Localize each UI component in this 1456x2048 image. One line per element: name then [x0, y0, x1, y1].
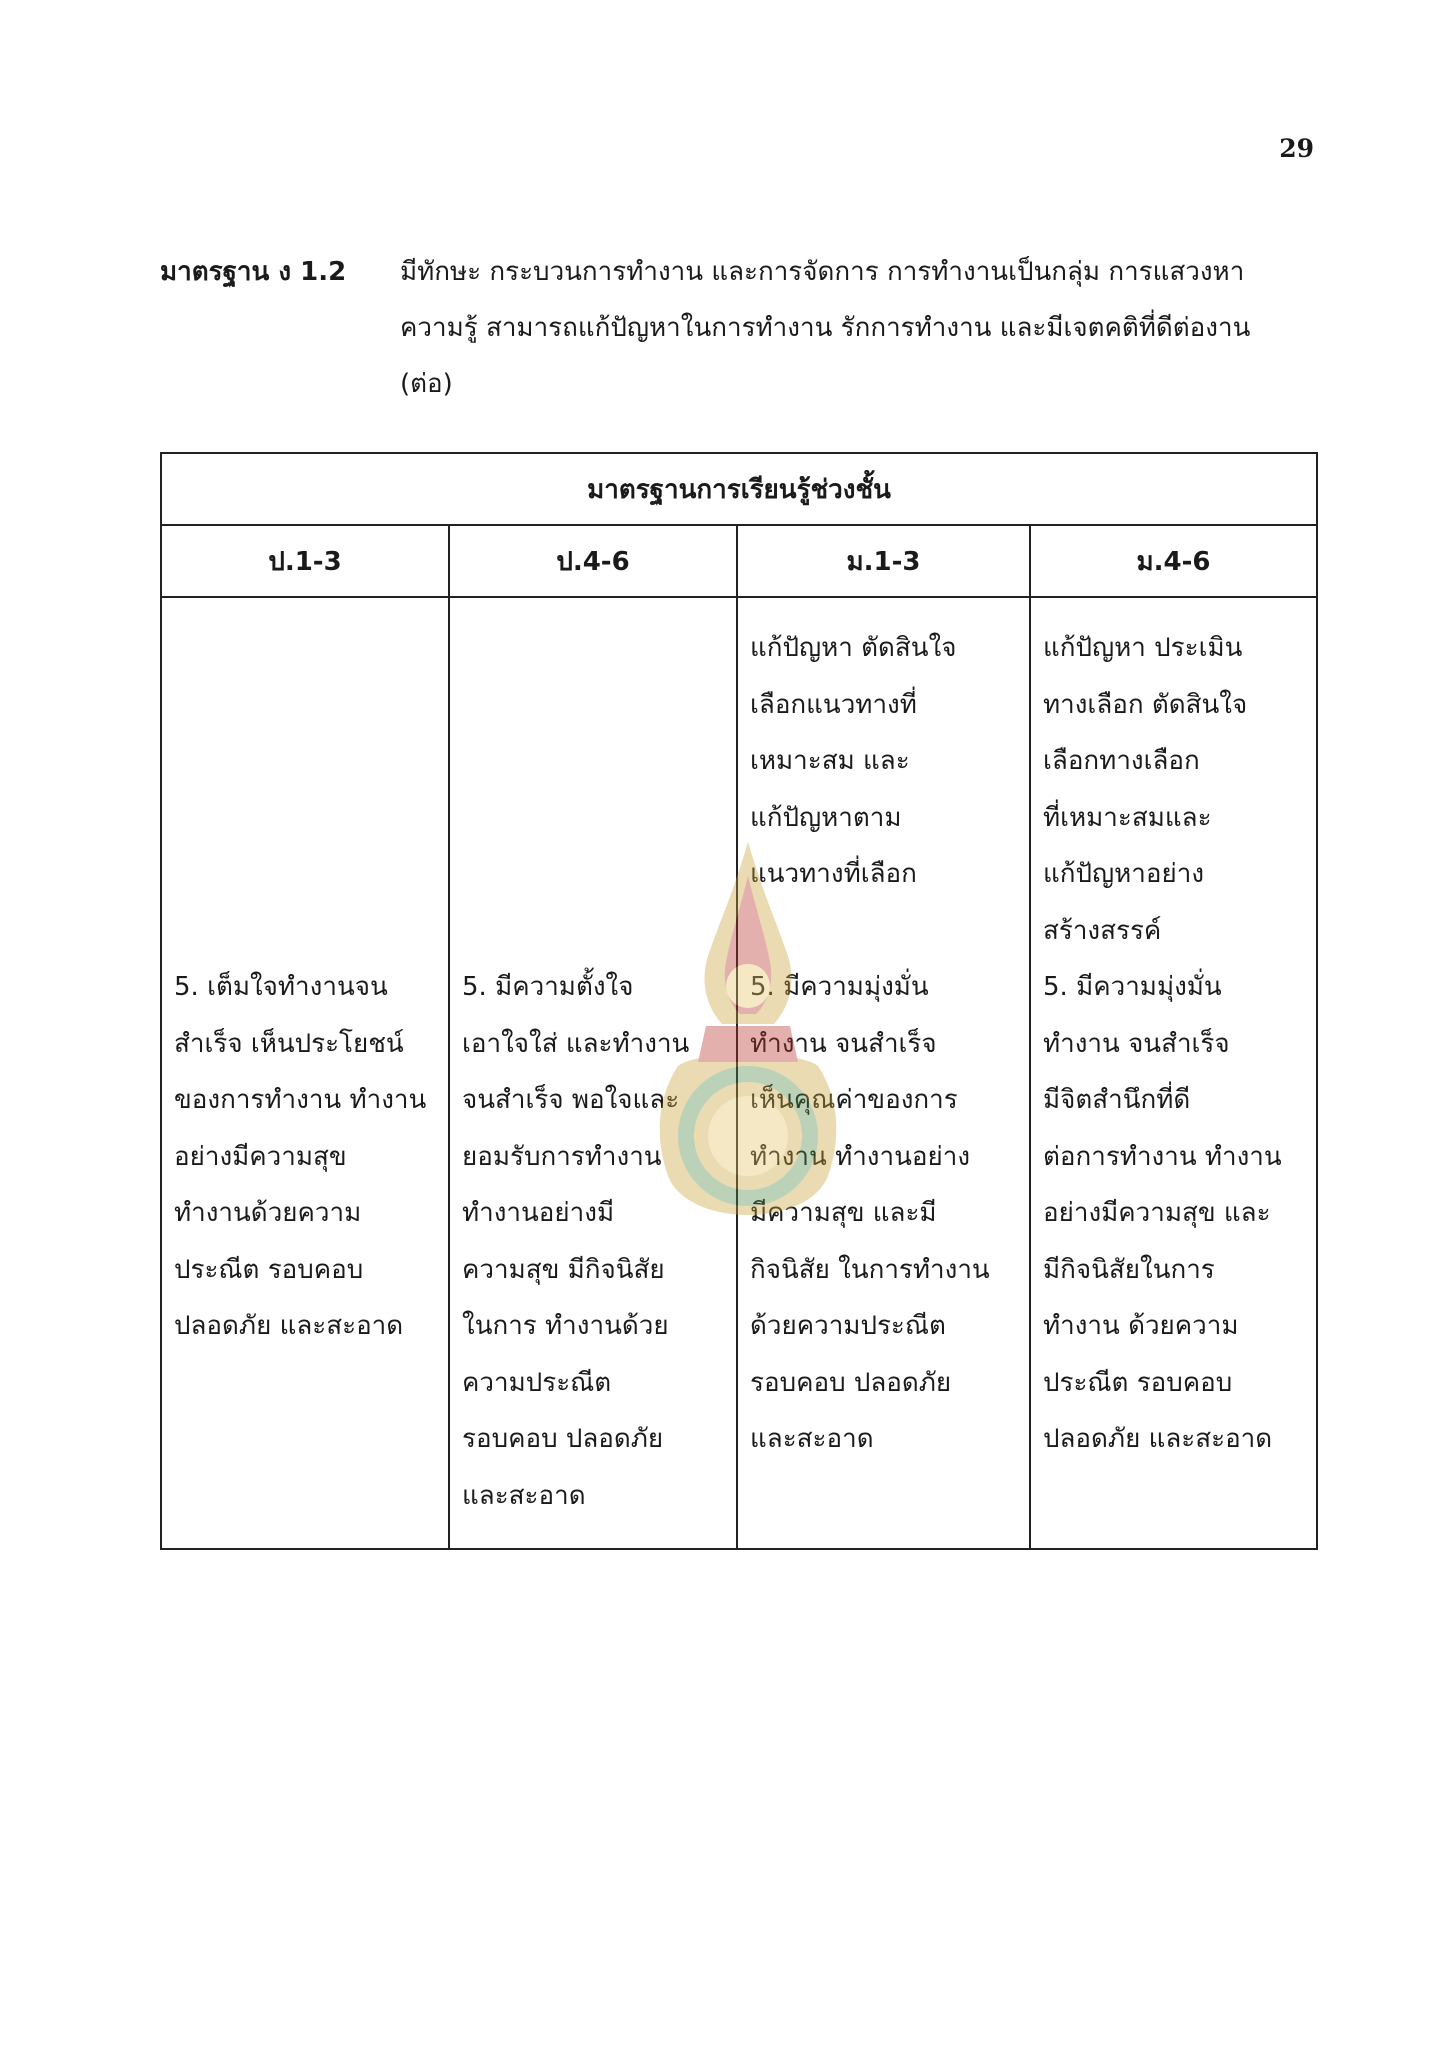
- standard-text-line3: (ต่อ): [400, 369, 453, 399]
- cell-line: เลือกแนวทางที่: [750, 689, 917, 720]
- cell-line: เอาใจใส่ และทำงาน: [462, 1028, 690, 1059]
- cell-line: มีกิจนิสัยในการ: [1043, 1254, 1215, 1285]
- table-title: มาตรฐานการเรียนรู้ช่วงชั้น: [161, 453, 1317, 525]
- cell-line: แก้ปัญหา ตัดสินใจ: [750, 633, 957, 663]
- cell-line: ทำงาน ด้วยความ: [1043, 1311, 1239, 1341]
- standard-heading: [160, 244, 1320, 412]
- cell-line: รอบคอบ ปลอดภัย: [750, 1367, 952, 1398]
- cell-line: ทำงาน จนสำเร็จ: [750, 1028, 937, 1059]
- page-number: 29: [1279, 134, 1314, 163]
- cell-line: ปลอดภัย และสะอาด: [1043, 1424, 1273, 1454]
- cell-line: ที่เหมาะสมและ: [1043, 802, 1212, 833]
- cell-line: ในการ ทำงานด้วย: [462, 1311, 669, 1341]
- column-header-m1-3: ม.1-3: [737, 525, 1030, 597]
- cell-line: 5. เต็มใจทำงานจน: [174, 972, 388, 1002]
- cell-line: 5. มีความมุ่งมั่น: [750, 972, 929, 1002]
- cell-line: ยอมรับการทำงาน: [462, 1141, 662, 1172]
- cell-line: แก้ปัญหา ประเมิน: [1043, 633, 1243, 663]
- cell-m4-6: [1030, 597, 1317, 1549]
- cell-line: ทำงาน ทำงานอย่าง: [750, 1141, 971, 1172]
- cell-line: ด้วยความประณีต: [750, 1311, 946, 1341]
- cell-line: ประณีต รอบคอบ: [174, 1254, 364, 1285]
- standard-text-line2: ความรู้ สามารถแก้ปัญหาในการทำงาน รักการทำงาน และมีเจตคติที่ดีต่องาน: [400, 313, 1251, 343]
- cell-line: 5. มีความตั้งใจ: [462, 972, 634, 1002]
- column-header-p4-6: ป.4-6: [449, 525, 737, 597]
- cell-line: และสะอาด: [750, 1424, 874, 1454]
- emblem-icon: [648, 836, 848, 1256]
- cell-line: ทำงาน จนสำเร็จ: [1043, 1028, 1230, 1059]
- cell-line: ทำงานด้วยความ: [174, 1198, 362, 1228]
- cell-line: ปลอดภัย และสะอาด: [174, 1311, 404, 1341]
- cell-line: ของการทำงาน ทำงาน: [174, 1085, 427, 1115]
- cell-line: ประณีต รอบคอบ: [1043, 1367, 1233, 1398]
- column-header-p1-3: ป.1-3: [161, 525, 449, 597]
- cell-line: ความสุข มีกิจนิสัย: [462, 1254, 665, 1285]
- cell-line: อย่างมีความสุข: [174, 1141, 347, 1172]
- cell-line: และสะอาด: [462, 1480, 586, 1511]
- column-header-m4-6: ม.4-6: [1030, 525, 1317, 597]
- cell-line: 5. มีความมุ่งมั่น: [1043, 972, 1222, 1002]
- cell-line: แนวทางที่เลือก: [750, 859, 917, 889]
- cell-line: ความประณีต: [462, 1367, 612, 1398]
- cell-line: เห็นคุณค่าของการ: [750, 1085, 958, 1115]
- cell-line: มีจิตสำนึกที่ดี: [1043, 1085, 1191, 1115]
- cell-line: สำเร็จ เห็นประโยชน์: [174, 1028, 404, 1059]
- cell-line: แก้ปัญหาอย่าง: [1043, 859, 1205, 889]
- cell-line: รอบคอบ ปลอดภัย: [462, 1424, 664, 1454]
- cell-line: อย่างมีความสุข และ: [1043, 1198, 1271, 1228]
- standard-label: มาตรฐาน ง 1.2: [160, 257, 347, 287]
- cell-line: เลือกทางเลือก: [1043, 746, 1200, 776]
- cell-line: แก้ปัญหาตาม: [750, 802, 902, 833]
- cell-line: ทางเลือก ตัดสินใจ: [1043, 689, 1248, 720]
- cell-line: ทำงานอย่างมี: [462, 1198, 615, 1228]
- cell-line: กิจนิสัย ในการทำงาน: [750, 1254, 990, 1285]
- cell-line: เหมาะสม และ: [750, 746, 910, 776]
- cell-line: มีความสุข และมี: [750, 1198, 937, 1228]
- cell-line: ต่อการทำงาน ทำงาน: [1043, 1141, 1282, 1172]
- cell-line: สร้างสรรค์: [1043, 915, 1162, 946]
- cell-p1-3: [161, 597, 449, 1549]
- standard-text-line1: มีทักษะ กระบวนการทำงาน และการจัดการ การทำงานเป็นกลุ่ม การแสวงหา: [400, 257, 1245, 287]
- cell-line: จนสำเร็จ พอใจและ: [462, 1085, 680, 1115]
